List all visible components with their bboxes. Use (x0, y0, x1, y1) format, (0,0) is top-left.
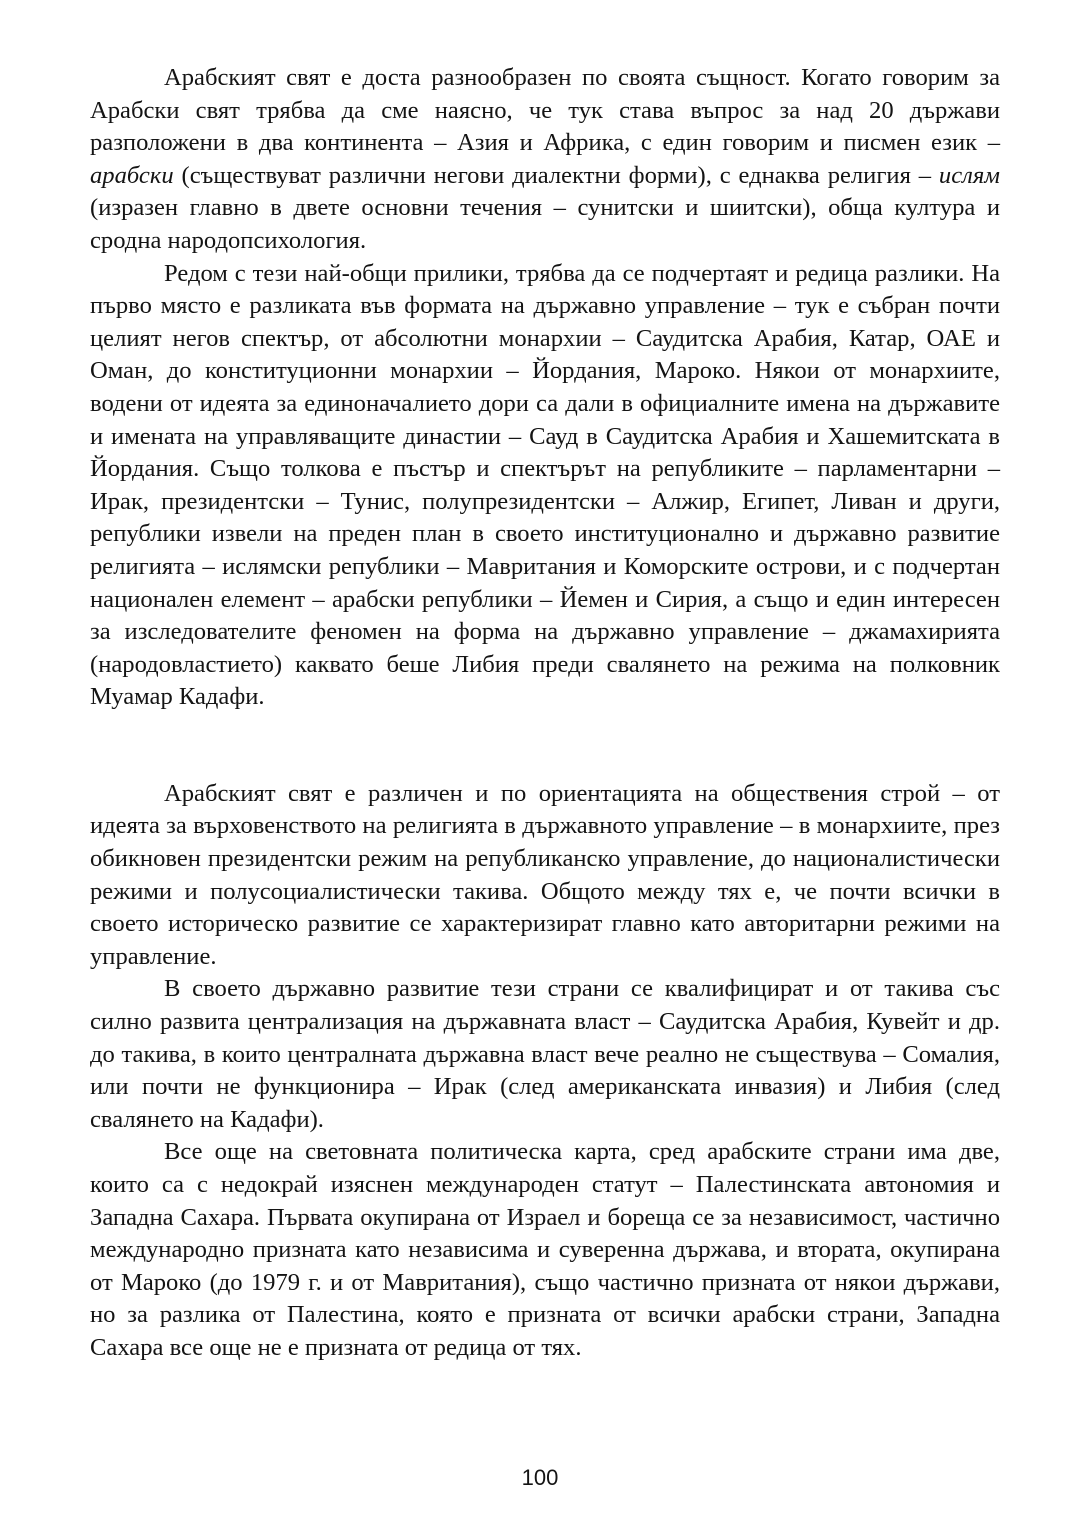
paragraph-gap (90, 714, 1000, 778)
page-number: 100 (521, 1465, 559, 1490)
paragraph-1-text-after: (изразен главно в двете основни течения – сунитски и шиитски), обща култура и сродна народопсихология. (90, 194, 1000, 254)
italic-term-islam: ислям (938, 161, 1000, 189)
paragraph-1 (90, 62, 1000, 258)
paragraph-4: В своето държавно развитие тези страни се квалифицират и от такива със силно развита централизация на държавната власт – Саудитска Арабия, Кувейт и др. до такива, в които централната държавна власт вече реално не съществува – Сомалия, или почти не функционира – Ирак (след американската инвазия) и Либия (след свалянето на Кадафи). (90, 975, 1000, 1133)
paragraph-1-text-before: Арабският свят е доста разнообразен по своята същност. Когато говорим за Арабски свят трябва да сме наясно, че тук става въпрос за над 20 държави разположени в два континента – Азия и Африка, с един говорим и писмен език – (90, 64, 1000, 157)
document-body (90, 62, 1000, 1365)
paragraph-1-text-middle: (съществуват различни негови диалектни форми), с еднаква религия – (173, 161, 939, 189)
italic-term-arabic: арабски (90, 161, 174, 189)
paragraph-3: Арабският свят е различен и по ориентацията на обществения строй – от идеята за върховенството на религията в държавното управление – в монархиите, през обикновен президентски режим на републиканско управление, до националистически режими и полусоциалистически такива. Общото между тях е, че почти всички в своето историческо развитие се характеризират главно като авторитарни режими на управление. (90, 779, 1000, 970)
paragraph-5: Все още на световната политическа карта, сред арабските страни има две, които са с недокрай изяснен международен статут – Палестинската автономия и Западна Сахара. Първата окупирана от Израел и бореща се за независимост, частично международно призната като независима и суверенна държава, и втората, окупирана от Мароко (до 1979 г. и от Мавритания), също частично призната от някои държави, но за разлика от Палестина, която е призната от всички арабски страни, Западна Сахара все още не е призната от редица от тях. (90, 1138, 1000, 1361)
paragraph-2: Редом с тези най-общи прилики, трябва да се подчертаят и редица разлики. На първо място е разликата във формата на държавно управление – тук е събран почти целият негов спектър, от абсолютни монархии – Саудитска Арабия, Катар, ОАЕ и Оман, до конституционни монархии – Йордания, Мароко. Някои от монархиите, водени от идеята за единоначалието дори са дали в официалните имена на държавите и имената на управляващите династии – Сауд в Саудитска Арабия и Хашемитската в Йордания. Също толкова е пъстър и спектърът на републиките – парламентарни – Ирак, президентски – Тунис, полупрезидентски – Алжир, Египет, Ливан и други, републики извели на преден план в своето институционално и държавно развитие религията – ислямски републики – Мавритания и Коморските острови, и с подчертан национален елемент – арабски републики – Йемен и Сирия, а също и един интересен за изследователите феномен на форма на държавно управление – джамахирията (народовластието) каквато беше Либия преди свалянето на режима на полковник Муамар Кадафи. (90, 259, 1000, 711)
